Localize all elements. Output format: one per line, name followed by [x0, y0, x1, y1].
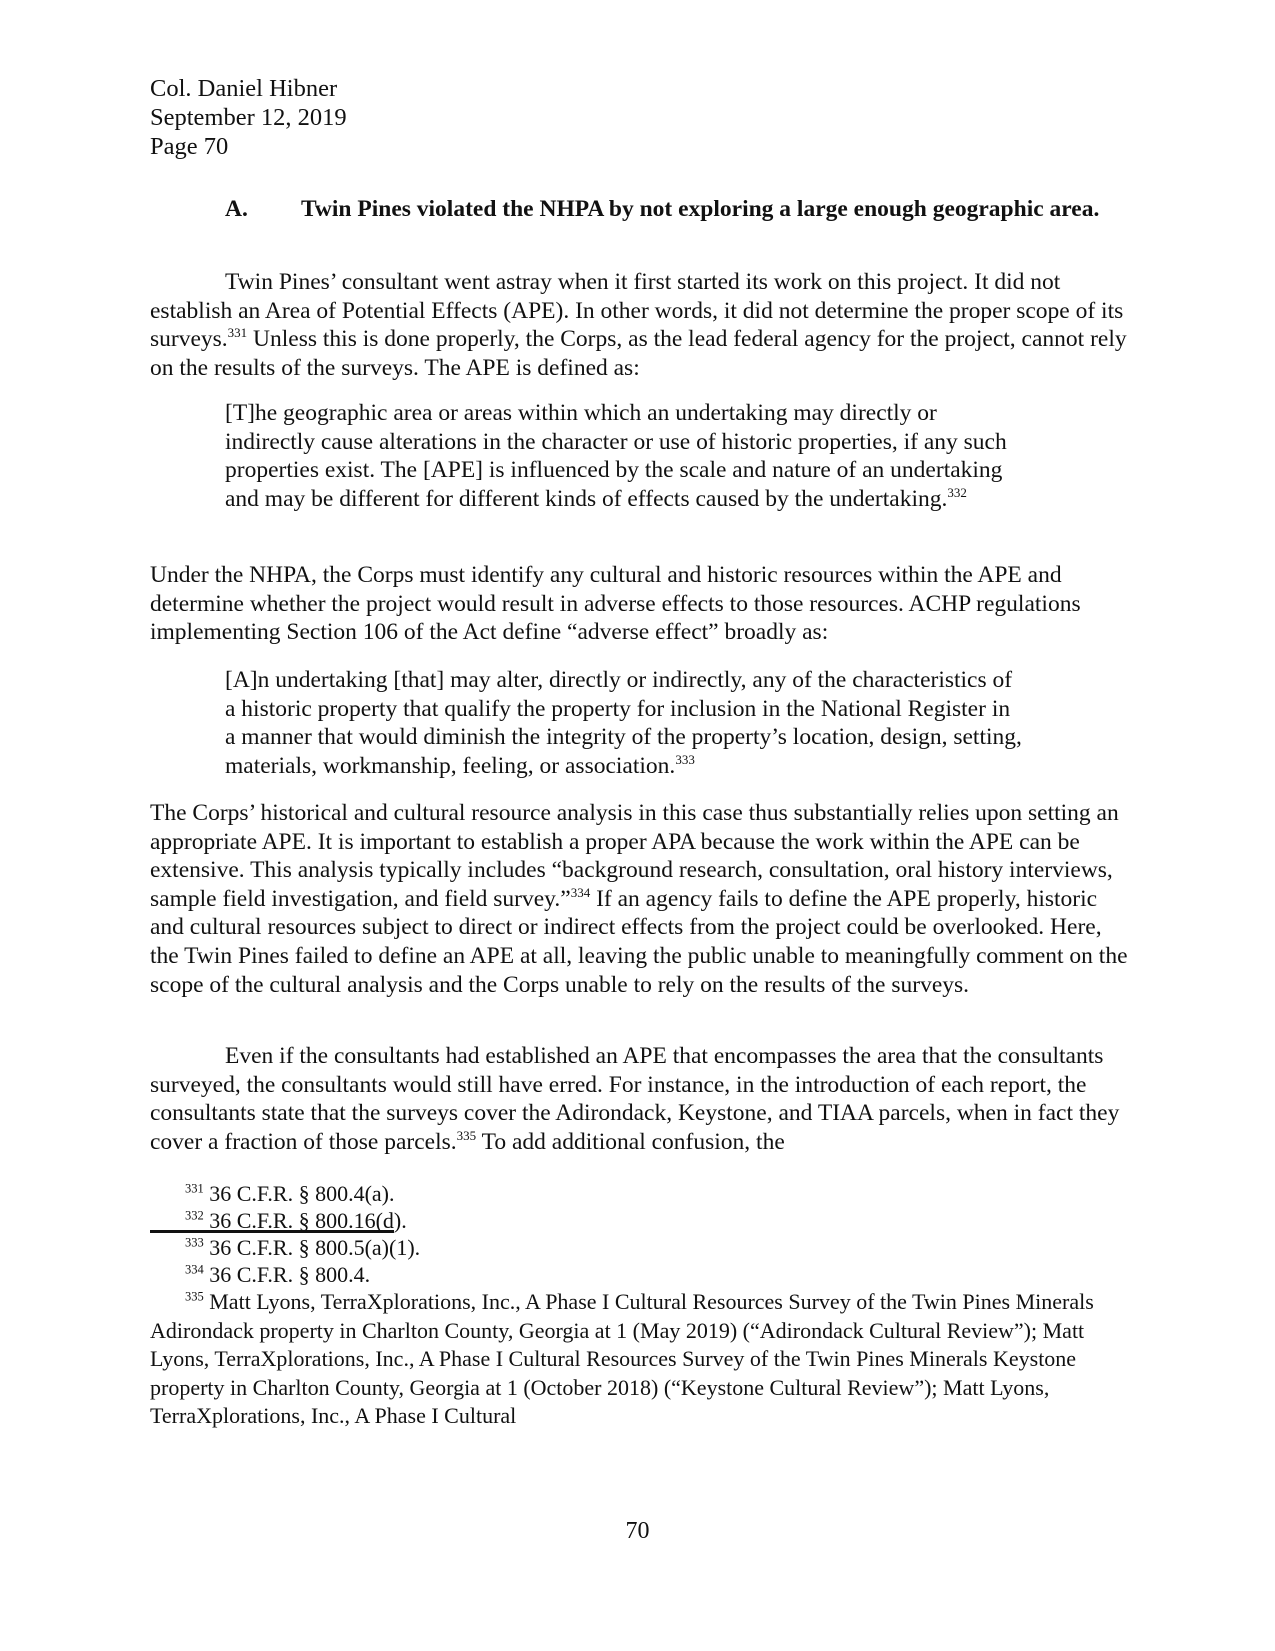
paragraph-4-text-a: Even if the consultants had established an APE that encompasses the area that the consultants surveyed, the consultants would still have erred. For instance, in the introduction of each report, the consultants state that the surveys cover the Adirondack, Keystone, and TIAA parcels, when in fact they cover a fraction of those parcels.: [150, 1043, 1120, 1155]
page-number: 70: [625, 1518, 650, 1544]
paragraph-4: [150, 1042, 1130, 1156]
letter-date: September 12, 2019: [150, 104, 347, 131]
section-heading: [225, 195, 1105, 223]
block-quote-2-text: [A]n undertaking [that] may alter, directly or indirectly, any of the characteristics of a historic property that qualify the property for inclusion in the National Register in a manner that would diminish the integrity of the property’s location, design, setting, materials, workmanship, feeling, or association.: [225, 667, 1022, 779]
footnote-ref-333: 333: [675, 751, 695, 767]
footnote-text: 36 C.F.R. § 800.5(a)(1).: [203, 1235, 421, 1260]
footnote-number: 334: [185, 1262, 204, 1277]
paragraph-1: [150, 268, 1130, 382]
footnote-number: 331: [185, 1181, 204, 1196]
paragraph-3-text-b: If an agency fails to define the APE properly, historic and cultural resources subject to direct or indirect effects from the project could be overlooked. Here, the Twin Pines failed to define an APE at all, leaving the public unable to meaningfully comment on the scope of the cultural analysis and the Corps unable to rely on the results of the surveys.: [150, 885, 1128, 998]
footnote-ref-332: 332: [947, 484, 967, 500]
footnote-text: 36 C.F.R. § 800.16(d).: [203, 1208, 407, 1233]
footnote-number: 332: [185, 1208, 204, 1223]
paragraph-2-text: Under the NHPA, the Corps must identify any cultural and historic resources within the APE and determine whether the project would result in adverse effects to those resources. ACHP regulations implementing Section 106 of the Act define “adverse effect” broadly as:: [150, 562, 1081, 646]
footnote-ref-331: 331: [227, 325, 248, 341]
paragraph-3-text-a: The Corps’ historical and cultural resource analysis in this case thus substantially relies upon setting an appropriate APE. It is important to establish a proper APA because the work within the APE can be extensive. This analysis typically includes “background research, consultation, oral history interviews, sample field investigation, and field survey.”: [150, 800, 1119, 912]
footnote-text: 36 C.F.R. § 800.4.: [203, 1262, 371, 1287]
footnote-332: [150, 1207, 1165, 1236]
footnote-335: [150, 1288, 1130, 1431]
paragraph-3: [150, 799, 1130, 999]
paragraph-1-text-b: Unless this is done properly, the Corps, as the lead federal agency for the project, cannot rely on the results of the surveys. The APE is defined as:: [150, 326, 1127, 381]
block-quote-1: [225, 399, 1025, 513]
letter-header: [150, 74, 347, 161]
footnote-333: [150, 1234, 1165, 1263]
block-quote-1-text: [T]he geographic area or areas within which an undertaking may directly or indirectly cause alterations in the character or use of historic properties, if any such properties exist. The [APE] is influenced by the scale and nature of an undertaking and may be different for different kinds of effects caused by the undertaking.: [225, 400, 1007, 512]
footnote-331: [150, 1180, 1165, 1209]
footnote-number: 333: [185, 1235, 204, 1250]
footnote-ref-335: 335: [456, 1127, 477, 1143]
recipient-name: Col. Daniel Hibner: [150, 75, 338, 102]
section-letter: A.: [225, 196, 248, 222]
footnote-number: 335: [185, 1289, 204, 1304]
footnote-text: 36 C.F.R. § 800.4(a).: [203, 1181, 395, 1206]
header-page-label: Page 70: [150, 133, 229, 160]
footnote-ref-334: 334: [570, 884, 591, 900]
block-quote-2: [225, 666, 1025, 780]
footnote-text: Matt Lyons, TerraXplorations, Inc., A Phase I Cultural Resources Survey of the Twin Pines Minerals Adirondack property in Charlton County, Georgia at 1 (May 2019) (“Adirondack Cultural Review”); Matt Lyons, TerraXplorations, Inc., A Phase I Cultural Resources Survey of the Twin Pines Minerals Keystone property in Charlton County, Georgia at 1 (October 2018) (“Keystone Cultural Review”); Matt Lyons, TerraXplorations, Inc., A Phase I Cultural: [150, 1289, 1094, 1428]
section-title: Twin Pines violated the NHPA by not exploring a large enough geographic area.: [301, 196, 1100, 222]
footnote-334: [150, 1261, 1165, 1290]
paragraph-1-text-a: Twin Pines’ consultant went astray when it first started its work on this project. It did not establish an Area of Potential Effects (APE). In other words, it did not determine the proper scope of its surveys.: [150, 269, 1124, 353]
paragraph-2: [150, 561, 1130, 647]
paragraph-4-text-b: To add additional confusion, the: [476, 1128, 785, 1155]
